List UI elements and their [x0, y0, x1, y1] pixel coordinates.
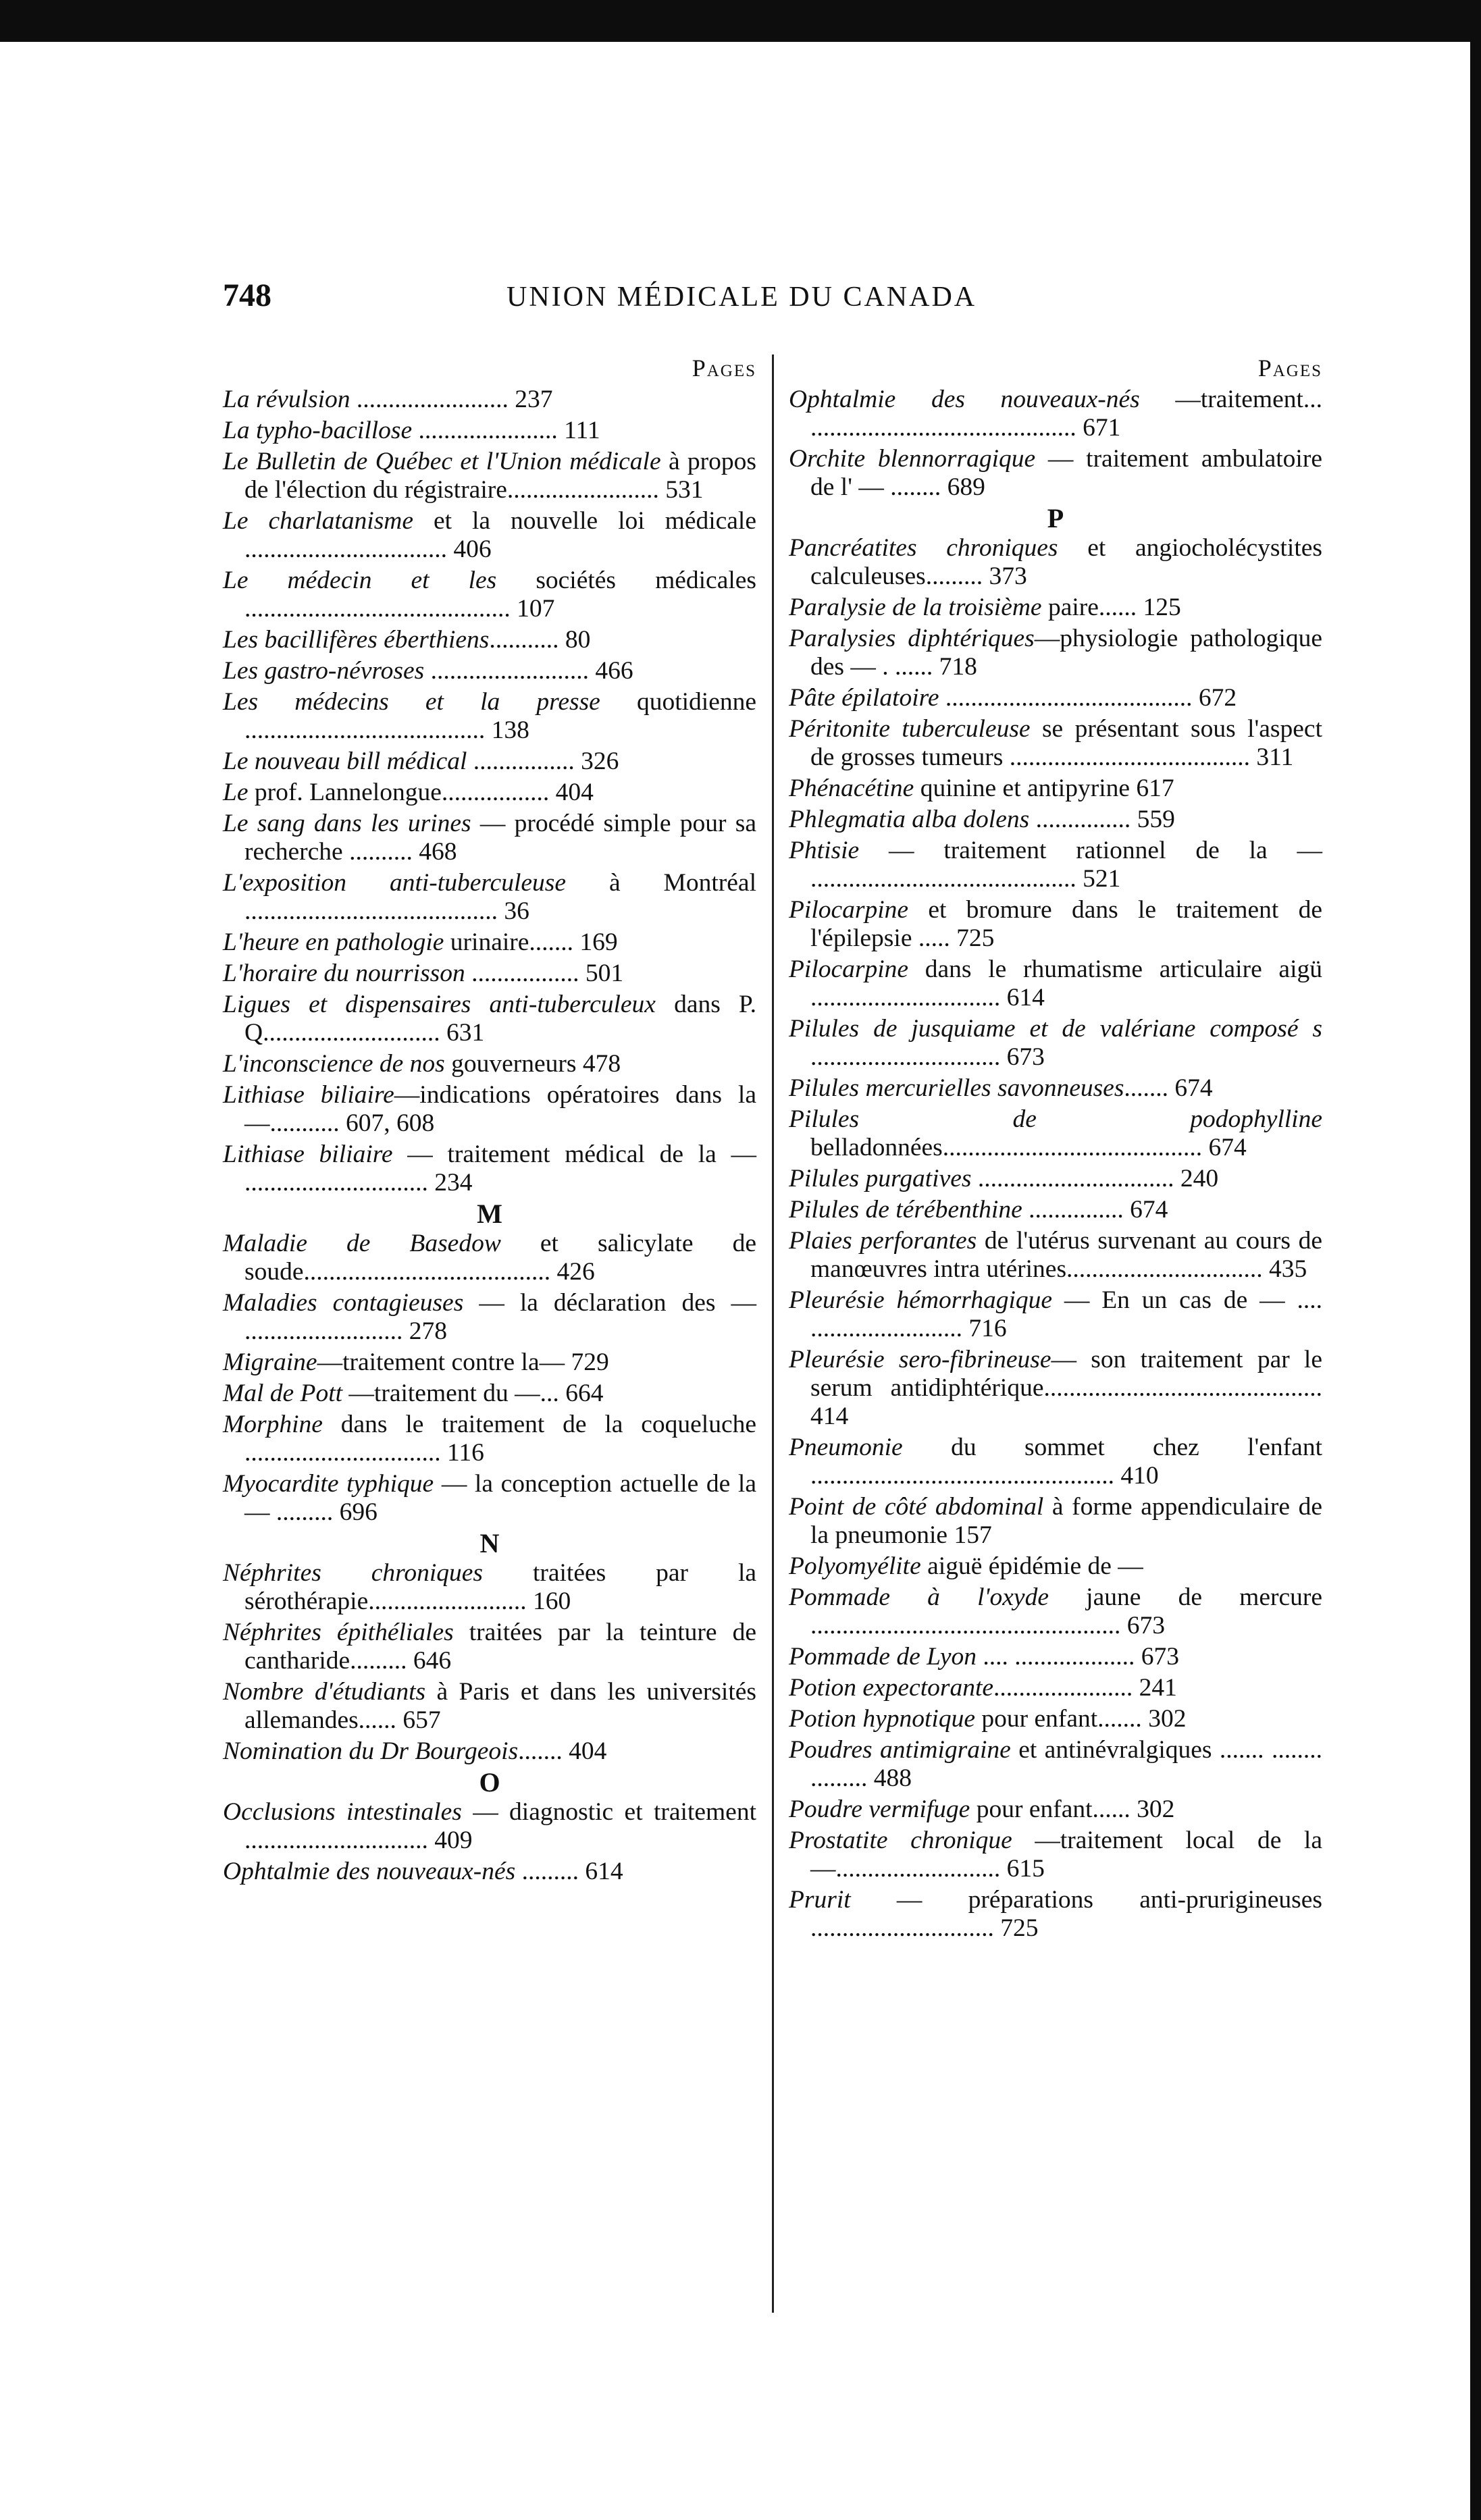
entry-subject: Le Bulletin de Québec et l'Union médicale: [223, 448, 661, 475]
entry-subject: Pommade de Lyon: [789, 1643, 977, 1671]
entry-subject: Les gastro-névroses: [223, 657, 425, 685]
entry-subject: Pilules de podophylline: [789, 1105, 1322, 1133]
entry-page-number: 302: [1137, 1795, 1175, 1823]
index-entry: [223, 778, 756, 809]
index-entry: [789, 805, 1322, 836]
entry-text: paire......: [1041, 594, 1137, 621]
entry-text: du sommet chez l'enfant ................................................: [810, 1434, 1322, 1490]
index-entry: [789, 1226, 1322, 1286]
entry-text: — traitement rationnel de la — ..........................................: [810, 837, 1322, 893]
index-entry: [223, 416, 756, 447]
index-entry: [223, 566, 756, 625]
index-entry: [789, 1492, 1322, 1552]
entry-page-number: 521: [1083, 865, 1121, 893]
entry-text: ........................: [350, 386, 509, 413]
index-entry: [789, 1642, 1322, 1673]
column-heading-pages: Pages: [1257, 355, 1322, 382]
entry-page-number: 673: [1126, 1612, 1165, 1639]
index-entry: [789, 683, 1322, 714]
entry-page-number: 240: [1180, 1165, 1219, 1192]
entry-page-number: 169: [579, 928, 618, 956]
index-entry: [223, 1140, 756, 1199]
entry-text: .................: [465, 960, 579, 987]
index-entry: [789, 1735, 1322, 1795]
entry-text: ...........: [489, 626, 559, 654]
entry-page-number: 234: [434, 1169, 473, 1197]
entry-text: aiguë épidémie de —: [920, 1552, 1143, 1580]
entry-subject: Péritonite tuberculeuse: [789, 715, 1031, 743]
index-entry: [789, 1105, 1322, 1164]
entry-text: .........................: [424, 657, 589, 685]
index-entry: [223, 1288, 756, 1348]
entry-page-number: 326: [581, 747, 619, 775]
entry-subject: Pommade à l'oxyde: [789, 1583, 1049, 1611]
entry-text: ................: [467, 747, 575, 775]
entry-page-number: 373: [989, 562, 1027, 590]
entry-subject: Le: [223, 779, 249, 806]
entry-subject: Migraine: [223, 1348, 317, 1376]
entry-subject: Poudres antimigraine: [789, 1736, 1011, 1764]
index-entry: [223, 1469, 756, 1529]
entry-text: quotidienne ......................................: [244, 688, 757, 744]
entry-text: .........: [515, 1858, 579, 1885]
entry-page-number: 426: [556, 1258, 595, 1286]
index-entry: [789, 1583, 1322, 1642]
entry-subject: Ligues et dispensaires anti-tuberculeux: [223, 991, 656, 1018]
entry-subject: Maladie de Basedow: [223, 1230, 501, 1257]
entry-subject: Paralysie de la troisième: [789, 594, 1042, 621]
entry-subject: Phtisie: [789, 837, 860, 864]
index-entry: [789, 444, 1322, 504]
section-letter: O: [479, 1767, 500, 1797]
index-entry: [789, 1885, 1322, 1945]
index-entry: [789, 1795, 1322, 1826]
entry-text: quinine et antipyrine: [914, 775, 1131, 802]
index-entry: [223, 1229, 756, 1288]
section-letter: P: [1047, 503, 1064, 533]
index-entry: [223, 1737, 756, 1768]
entry-page-number: 671: [1083, 414, 1121, 442]
entry-page-number: 689: [947, 473, 985, 501]
entry-subject: Maladies contagieuses: [223, 1289, 464, 1317]
entry-subject: Pleurésie hémorrhagique: [789, 1286, 1053, 1314]
index-entry: [223, 1049, 756, 1080]
entry-subject: Pilules purgatives: [789, 1165, 972, 1192]
entry-subject: Le charlatanisme: [223, 507, 414, 535]
entry-text: sociétés médicales ..........................................: [244, 567, 756, 623]
entry-page-number: 631: [446, 1019, 485, 1047]
entry-page-number: 107: [517, 595, 555, 623]
index-entry: [789, 1014, 1322, 1074]
index-entry: [789, 1345, 1322, 1433]
index-column-left: [223, 351, 756, 1888]
index-entry: [223, 1857, 756, 1888]
entry-text: — la conception actuelle de la — .........: [244, 1470, 756, 1526]
entry-subject: Néphrites épithéliales: [223, 1619, 454, 1646]
entry-subject: Pleurésie sero-fibrineuse: [789, 1346, 1051, 1373]
entry-subject: Lithiase biliaire: [223, 1081, 394, 1109]
entry-page-number: 488: [873, 1764, 912, 1792]
entry-text: se présentant sous l'aspect de grosses tumeurs ......................................: [810, 715, 1322, 771]
entry-subject: Orchite blennorragique: [789, 445, 1036, 473]
entry-page-number: 615: [1006, 1855, 1045, 1883]
entry-text: — traitement médical de la — .............................: [244, 1140, 756, 1197]
entry-page-number: 664: [565, 1380, 604, 1407]
entry-text: prof. Lannelongue.................: [248, 779, 550, 806]
entry-text: ...............: [1022, 1196, 1124, 1224]
index-entry: [789, 385, 1322, 444]
entry-subject: Le médecin et les: [223, 567, 497, 594]
entry-subject: La typho-bacillose: [223, 417, 413, 444]
index-entry: [789, 836, 1322, 895]
entry-text: .......................................: [939, 684, 1193, 712]
index-entry: [789, 1433, 1322, 1492]
entry-text: —indications opératoires dans la —...........: [244, 1081, 756, 1137]
entry-text: à forme appendiculaire de la pneumonie: [810, 1493, 1322, 1549]
entry-text: belladonnées.........................................: [810, 1134, 1203, 1161]
entry-subject: Nombre d'étudiants: [223, 1678, 426, 1706]
entry-page-number: 501: [585, 960, 624, 987]
entry-page-number: 302: [1148, 1705, 1187, 1733]
scan-right-border: [1470, 0, 1481, 2520]
entry-subject: La révulsion: [223, 386, 350, 413]
entry-page-number: 725: [1000, 1914, 1039, 1942]
entry-page-number: 237: [515, 386, 553, 413]
entry-page-number: 716: [968, 1315, 1007, 1342]
entry-page-number: 311: [1256, 743, 1294, 771]
entry-subject: Le sang dans les urines: [223, 810, 471, 837]
entry-page-number: 617: [1136, 775, 1174, 802]
entry-subject: Pneumonie: [789, 1434, 903, 1461]
index-entry: [789, 714, 1322, 774]
index-entry: [223, 1379, 756, 1410]
entry-text: traitées par la teinture de cantharide.........: [244, 1619, 756, 1675]
entry-subject: Pilocarpine: [789, 896, 909, 924]
index-entry: [223, 625, 756, 656]
entry-text: .......: [1124, 1074, 1169, 1102]
index-entry: [223, 747, 756, 778]
entry-subject: Phénacétine: [789, 775, 914, 802]
entry-subject: Prostatite chronique: [789, 1827, 1012, 1854]
entry-text: — En un cas de — .... ........................: [810, 1286, 1322, 1342]
entry-subject: L'heure en pathologie: [223, 928, 444, 956]
entry-subject: Plaies perforantes: [789, 1227, 977, 1255]
entry-page-number: 241: [1139, 1674, 1177, 1702]
index-entry: [789, 1286, 1322, 1345]
index-entry: [223, 506, 756, 566]
index-entry: [789, 955, 1322, 1014]
entry-text: à propos de l'élection du régistraire........................: [244, 448, 756, 504]
entry-subject: Mal de Pott: [223, 1380, 343, 1407]
entry-page-number: 80: [565, 626, 591, 654]
entry-page-number: 607, 608: [346, 1109, 435, 1137]
entry-text: —traitement du —...: [342, 1380, 559, 1407]
entry-subject: L'exposition anti-tuberculeuse: [223, 869, 566, 897]
index-entry: [223, 1080, 756, 1140]
entry-page-number: 406: [453, 535, 492, 563]
entry-subject: Pancréatites chroniques: [789, 534, 1058, 562]
column-heading-pages: Pages: [692, 355, 756, 382]
entry-page-number: 404: [569, 1737, 607, 1765]
entry-text: ..............................: [810, 1043, 1001, 1071]
index-entry: [223, 868, 756, 928]
entry-text: dans P. Q............................: [244, 991, 756, 1047]
entry-subject: Nomination du Dr Bourgeois: [223, 1737, 519, 1765]
entry-text: .......: [518, 1737, 563, 1765]
index-entry: [789, 1704, 1322, 1735]
index-entry: [789, 593, 1322, 624]
column-divider: [772, 355, 774, 2313]
entry-subject: Myocardite typhique: [223, 1470, 434, 1498]
entry-subject: Prurit: [789, 1886, 851, 1914]
page-number: 748: [223, 278, 271, 313]
entry-subject: Polyomyélite: [789, 1552, 921, 1580]
index-entry: [789, 1195, 1322, 1226]
entry-subject: Pilules de térébenthine: [789, 1196, 1022, 1224]
entry-page-number: 559: [1137, 806, 1175, 833]
index-entry: [223, 447, 756, 506]
index-entry: [223, 687, 756, 747]
entry-page-number: 614: [585, 1858, 623, 1885]
entry-page-number: 673: [1141, 1643, 1179, 1671]
entry-page-number: 278: [409, 1317, 447, 1345]
entry-subject: Morphine: [223, 1411, 323, 1438]
entry-text: à Paris et dans les universités allemandes......: [244, 1678, 756, 1734]
index-entry: [789, 533, 1322, 593]
entry-page-number: 478: [582, 1050, 621, 1078]
entry-text: ......................: [993, 1674, 1133, 1702]
index-entry: [789, 1164, 1322, 1195]
entry-subject: Ophtalmie des nouveaux-nés: [789, 386, 1140, 413]
entry-subject: Ophtalmie des nouveaux-nés: [223, 1858, 516, 1885]
entry-text: dans le rhumatisme articulaire aigü ..............................: [810, 955, 1322, 1012]
entry-page-number: 657: [402, 1706, 441, 1734]
index-column-right: [789, 351, 1322, 1945]
entry-page-number: 138: [491, 716, 529, 744]
entry-text: — procédé simple pour sa recherche ..........: [244, 810, 757, 866]
index-entry: [223, 1558, 756, 1618]
entry-page-number: 435: [1269, 1255, 1307, 1283]
entry-text: dans le traitement de la coqueluche ...............................: [244, 1411, 756, 1467]
index-entry: [223, 928, 756, 959]
entry-text: et antinévralgiques ....... ........ .........: [810, 1736, 1322, 1792]
entry-subject: Phlegmatia alba dolens: [789, 806, 1030, 833]
index-entry: [223, 1618, 756, 1677]
running-header: [223, 277, 1276, 331]
entry-text: — la déclaration des — .........................: [244, 1289, 756, 1345]
entry-text: — son traitement par le serum antidiphtérique............................................: [810, 1346, 1322, 1402]
index-entry: [789, 1552, 1322, 1583]
entry-page-number: 673: [1006, 1043, 1045, 1071]
entry-subject: Le nouveau bill médical: [223, 747, 467, 775]
index-entry: [789, 1074, 1322, 1105]
index-entry: [789, 624, 1322, 683]
entry-page-number: 157: [954, 1521, 992, 1549]
entry-page-number: 466: [595, 657, 633, 685]
index-entry: [223, 809, 756, 868]
index-entry: [223, 1348, 756, 1379]
entry-subject: Pâte épilatoire: [789, 684, 939, 712]
entry-text: et bromure dans le traitement de l'épilepsie .....: [810, 896, 1322, 952]
entry-subject: Potion expectorante: [789, 1674, 994, 1702]
index-entry: [223, 1677, 756, 1737]
entry-text: urinaire.......: [444, 928, 574, 956]
index-entry: [223, 959, 756, 990]
entry-text: .... ...................: [977, 1643, 1135, 1671]
entry-subject: Pilules de jusquiame et de valériane composé s: [789, 1015, 1322, 1043]
entry-subject: L'horaire du nourrisson: [223, 960, 465, 987]
entry-page-number: 614: [1006, 984, 1045, 1012]
running-title: UNION MÉDICALE DU CANADA: [506, 282, 977, 313]
entry-page-number: 718: [939, 653, 977, 681]
entry-subject: Néphrites chroniques: [223, 1559, 484, 1587]
index-entry: [789, 774, 1322, 805]
entry-page-number: 646: [413, 1647, 452, 1675]
entry-page-number: 468: [419, 838, 457, 866]
index-entry: [223, 656, 756, 687]
entry-text: —traitement... ..........................................: [810, 386, 1323, 442]
entry-page-number: 674: [1174, 1074, 1213, 1102]
entry-text: et la nouvelle loi médicale ................................: [244, 507, 756, 563]
entry-text: et angiocholécystites calculeuses.........: [810, 534, 1322, 590]
index-entry: [223, 385, 756, 416]
entry-text: de l'utérus survenant au cours de manœuvres intra utérines...............................: [810, 1227, 1322, 1283]
entry-text: pour enfant......: [970, 1795, 1131, 1823]
entry-page-number: 672: [1198, 684, 1237, 712]
entry-text: — préparations anti-prurigineuses .............................: [810, 1886, 1322, 1942]
entry-subject: Lithiase biliaire: [223, 1140, 393, 1168]
entry-text: —traitement contre la—: [317, 1348, 565, 1376]
entry-subject: L'inconscience de nos: [223, 1050, 445, 1078]
entry-page-number: 36: [504, 897, 529, 925]
entry-page-number: 674: [1130, 1196, 1168, 1224]
entry-text: — traitement ambulatoire de l' — ........: [810, 445, 1322, 501]
entry-text: jaune de mercure .................................................: [810, 1583, 1322, 1639]
entry-subject: Paralysies diphtériques: [789, 625, 1035, 652]
entry-page-number: 160: [532, 1587, 571, 1615]
entry-page-number: 674: [1208, 1134, 1247, 1161]
entry-subject: Pilules mercurielles savonneuses: [789, 1074, 1124, 1102]
index-entry: [789, 895, 1322, 955]
section-letter: M: [477, 1199, 502, 1229]
entry-page-number: 111: [564, 417, 600, 444]
entry-text: —physiologie pathologique des — . ......: [810, 625, 1322, 681]
index-entry: [789, 1673, 1322, 1704]
entry-page-number: 116: [447, 1439, 484, 1467]
index-entry: [223, 1410, 756, 1469]
section-letter: N: [479, 1528, 500, 1558]
entry-subject: Les bacillifères éberthiens: [223, 626, 490, 654]
entry-subject: Les médecins et la presse: [223, 688, 600, 716]
entry-text: et salicylate de soude.......................................: [244, 1230, 756, 1286]
entry-text: traitées par la sérothérapie.........................: [244, 1559, 757, 1615]
entry-text: ...............: [1029, 806, 1131, 833]
entry-page-number: 725: [956, 924, 995, 952]
entry-text: pour enfant.......: [975, 1705, 1142, 1733]
scan-top-border: [0, 0, 1481, 42]
entry-text: ...............................: [971, 1165, 1174, 1192]
entry-subject: Poudre vermifuge: [789, 1795, 970, 1823]
entry-page-number: 696: [339, 1498, 378, 1526]
index-entry: [223, 1797, 756, 1857]
entry-page-number: 404: [555, 779, 594, 806]
index-entry: [789, 1826, 1322, 1885]
entry-text: gouverneurs: [444, 1050, 577, 1078]
entry-text: ......................: [412, 417, 558, 444]
entry-text: — diagnostic et traitement .............................: [244, 1798, 756, 1854]
entry-page-number: 125: [1143, 594, 1181, 621]
entry-page-number: 409: [434, 1827, 473, 1854]
entry-page-number: 414: [810, 1402, 849, 1430]
entry-page-number: 531: [665, 476, 704, 504]
entry-page-number: 410: [1120, 1462, 1159, 1490]
entry-subject: Occlusions intestinales: [223, 1798, 462, 1826]
entry-subject: Pilocarpine: [789, 955, 909, 983]
entry-text: —traitement local de la —..........................: [810, 1827, 1322, 1883]
index-entry: [223, 990, 756, 1049]
entry-subject: Potion hypnotique: [789, 1705, 975, 1733]
entry-page-number: 729: [571, 1348, 609, 1376]
entry-text: à Montréal ........................................: [244, 869, 756, 925]
entry-subject: Point de côté abdominal: [789, 1493, 1044, 1521]
